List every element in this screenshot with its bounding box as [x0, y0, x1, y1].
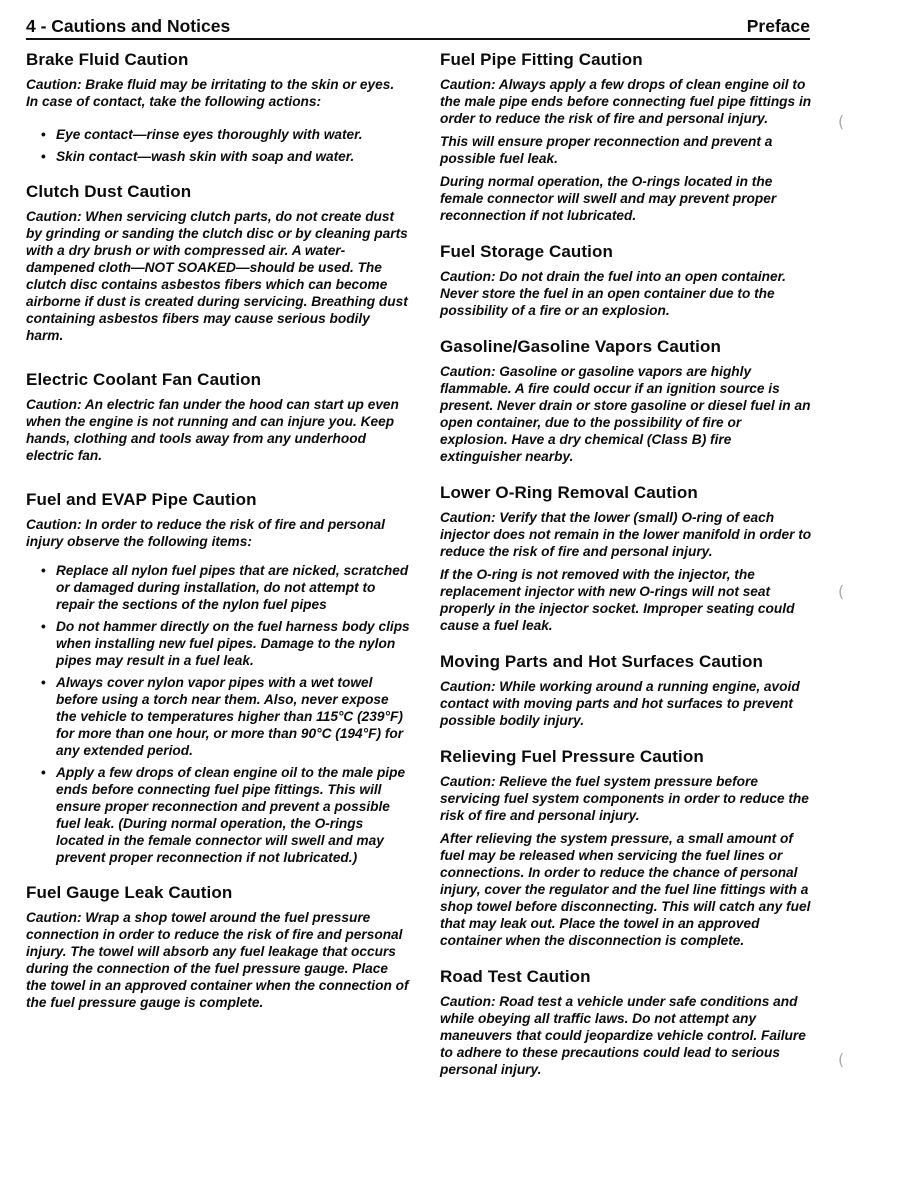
section-title: Fuel and EVAP Pipe Caution [26, 490, 257, 509]
page-header [26, 16, 810, 40]
bullet-icon: • [41, 675, 46, 690]
section-title: Electric Coolant Fan Caution [26, 370, 262, 389]
list-item: • Skin contact—wash skin with soap and water. [41, 149, 355, 164]
note-text: If the O-ring is not removed with the injector, the replacement injector with new O-rings will not seat properly in the injector socket. Improper seating could cause a fuel leak. [440, 567, 795, 633]
caution-text: Caution: Do not drain the fuel into an open container. Never store the fuel in an open container due to the possibility of a fire or an explosion. [440, 269, 786, 318]
bullet-icon: • [41, 619, 46, 634]
manual-page [26, 16, 812, 1077]
section-relieving-fuel-pressure [440, 747, 812, 949]
binding-mark-icon: ( [838, 582, 845, 601]
section-title: Fuel Pipe Fitting Caution [440, 50, 643, 69]
bullet-icon: • [41, 127, 46, 142]
chapter-title: Preface [746, 16, 810, 36]
list-item: • Do not hammer directly on the fuel harness body clips when installing new fuel pipes. Damage to the nylon pipes may result in a fuel leak. [41, 619, 410, 668]
section-title: Fuel Storage Caution [440, 242, 613, 261]
section-title: Moving Parts and Hot Surfaces Caution [440, 652, 763, 671]
bullet-icon: • [41, 765, 46, 780]
caution-text: Caution: Verify that the lower (small) O-ring of each injector does not remain in the lower manifold in order to reduce the risk of fire and personal injury. [440, 510, 812, 559]
section-fuel-storage [440, 242, 812, 319]
binding-mark-icon: ( [838, 1050, 845, 1069]
caution-text: Caution: While working around a running engine, avoid contact with moving parts and hot surfaces to prevent possible bodily injury. [440, 679, 800, 728]
note-text: This will ensure proper reconnection and prevent a possible fuel leak. [440, 134, 773, 166]
section-lower-o-ring-removal [440, 483, 812, 634]
caution-text: Caution: In order to reduce the risk of fire and personal injury observe the following items: [26, 517, 385, 549]
caution-text: Caution: An electric fan under the hood can start up even when the engine is not running and can injure you. Keep hands, clothing and tools away from any underhood electric fan. [26, 397, 399, 463]
note-text: During normal operation, the O-rings located in the female connector will swell and may prevent proper reconnection if not lubricated. [440, 174, 777, 223]
caution-text: Caution: Brake fluid may be irritating to the skin or eyes. In case of contact, take the following actions: [26, 77, 395, 109]
bullet-list [26, 562, 410, 866]
bullet-list [26, 126, 410, 165]
section-road-test [440, 967, 812, 1078]
list-item: • Apply a few drops of clean engine oil to the male pipe ends before connecting fuel pipe fittings. This will ensure proper reconnection and prevent a possible fuel leak. (During normal operation, the O-rings located in the female connector will swell and may prevent proper reconnection if not lubricated.) [41, 765, 406, 865]
left-column [26, 50, 410, 1017]
caution-text: Caution: Wrap a shop towel around the fuel pressure connection in order to reduce the risk of fire and personal injury. The towel will absorb any fuel leakage that occurs during the connection of the fuel pressure gauge. Place the towel in an approved container when the connection of the fuel pressure gauge is complete. [26, 910, 409, 1010]
section-title: Fuel Gauge Leak Caution [26, 883, 233, 902]
bullet-icon: • [41, 563, 46, 578]
note-text: After relieving the system pressure, a small amount of fuel may be released when servicing the fuel lines or connections. In order to reduce the chance of personal injury, cover the regulator and the fuel line fittings with a shop towel before disconnecting. This will catch any fuel that may leak out. Place the towel in an approved container when the disconnection is complete. [440, 831, 811, 948]
right-column [440, 50, 812, 1084]
bullet-icon: • [41, 149, 46, 164]
caution-text: Caution: Road test a vehicle under safe conditions and while obeying all traffic laws. Do not attempt any maneuvers that could jeopardize vehicle control. Failure to adhere to these precautions could lead to serious personal injury. [440, 994, 806, 1077]
list-item: • Always cover nylon vapor pipes with a wet towel before using a torch near them. Also, never expose the vehicle to temperatures higher than 115°C (239°F) for more than one hour, or more than 90°C (194°F) for any extended period. [41, 675, 404, 758]
section-clutch-dust [26, 182, 410, 344]
caution-text: Caution: When servicing clutch parts, do not create dust by grinding or sanding the clutch disc or by cleaning parts with a dry brush or with compressed air. A water-dampened cloth—NOT SOAKED—should be used. The clutch disc contains asbestos fibers which can become airborne if dust is created during servicing. Breathing dust containing asbestos fibers may cause serious bodily harm. [26, 209, 408, 343]
section-title: Road Test Caution [440, 967, 591, 986]
section-title: Relieving Fuel Pressure Caution [440, 747, 704, 766]
section-electric-coolant-fan [26, 370, 410, 464]
section-fuel-evap-pipe [26, 490, 410, 866]
section-gasoline-vapors [440, 337, 812, 465]
page-number-section-title: 4 - Cautions and Notices [26, 16, 231, 36]
section-fuel-gauge-leak [26, 883, 410, 1011]
section-fuel-pipe-fitting [440, 50, 812, 224]
binding-mark-icon: ( [838, 112, 845, 131]
section-title: Gasoline/Gasoline Vapors Caution [440, 337, 721, 356]
list-item: • Replace all nylon fuel pipes that are nicked, scratched or damaged during installation, do not attempt to repair the sections of the nylon fuel pipes [41, 563, 409, 612]
caution-text: Caution: Relieve the fuel system pressure before servicing fuel system components in order to reduce the risk of fire and personal injury. [440, 774, 809, 823]
list-item: • Eye contact—rinse eyes thoroughly with water. [41, 127, 363, 142]
section-title: Clutch Dust Caution [26, 182, 192, 201]
section-moving-parts [440, 652, 812, 729]
caution-text: Caution: Gasoline or gasoline vapors are highly flammable. A fire could occur if an ignition source is present. Never drain or store gasoline or diesel fuel in an open container, due to the possibility of fire or explosion. Have a dry chemical (Class B) fire extinguisher nearby. [440, 364, 811, 464]
section-title: Lower O-Ring Removal Caution [440, 483, 698, 502]
caution-text: Caution: Always apply a few drops of clean engine oil to the male pipe ends before connecting fuel pipe fittings in order to reduce the risk of fire and personal injury. [440, 77, 812, 126]
section-brake-fluid [26, 50, 410, 165]
section-title: Brake Fluid Caution [26, 50, 189, 69]
